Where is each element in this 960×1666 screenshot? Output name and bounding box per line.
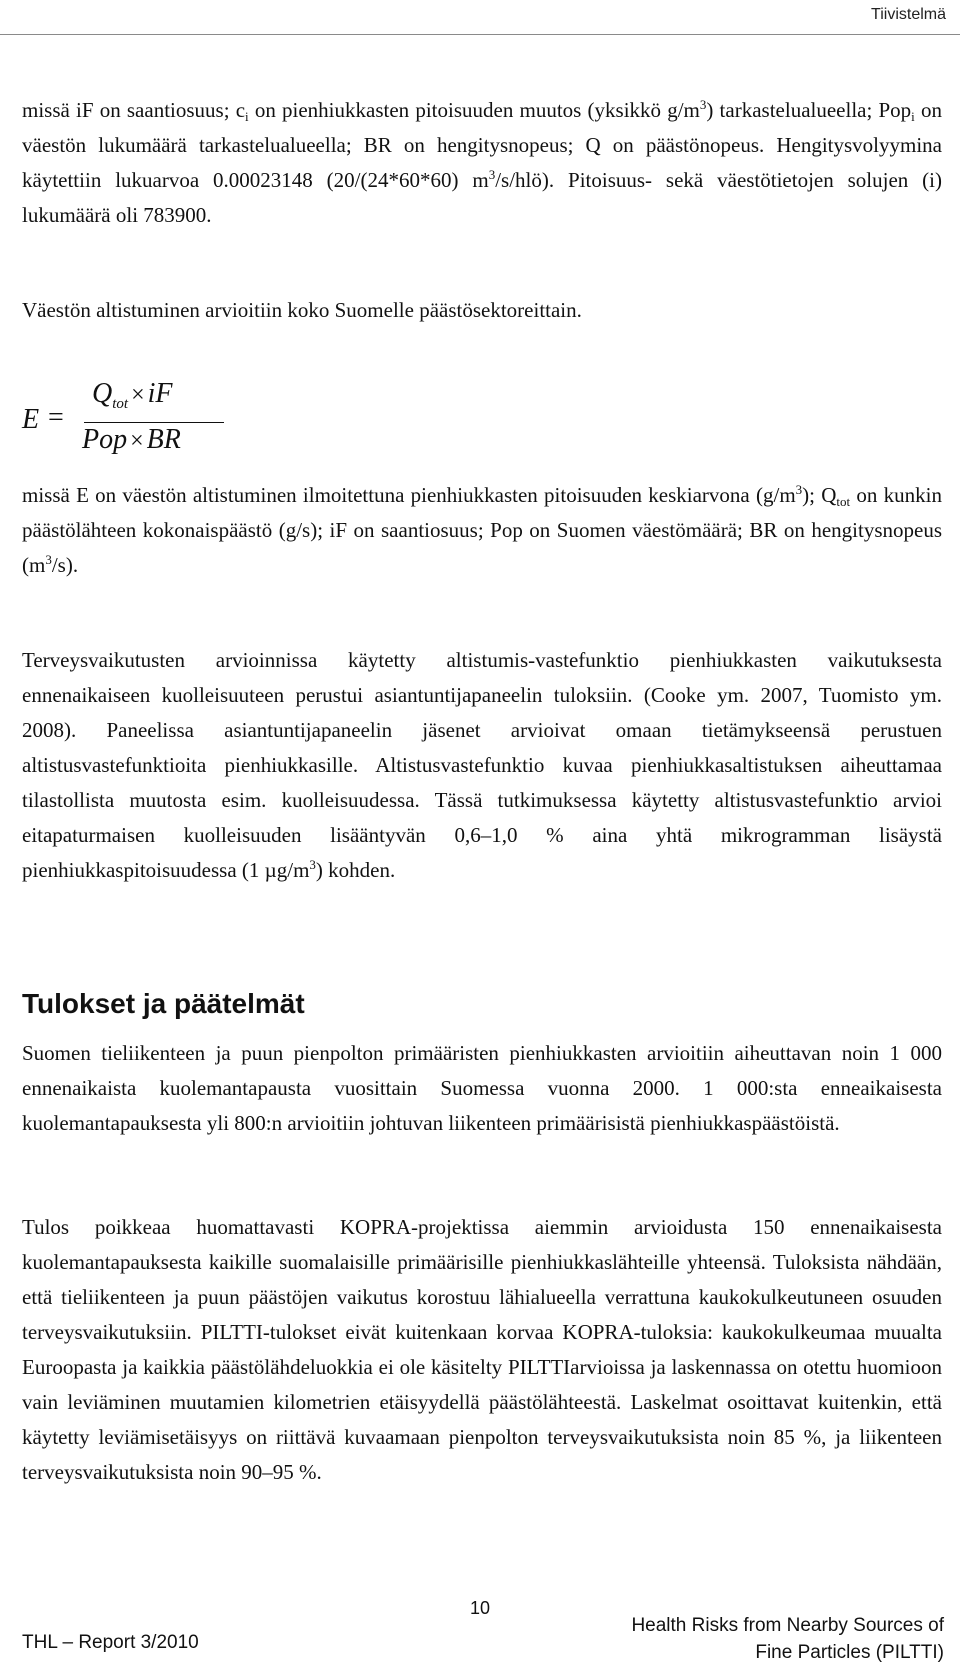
- paragraph-exposure-definitions: missä E on väestön altistuminen ilmoitettuna pienhiukkasten pitoisuuden keskiarvona $(g/m^3)$; $Q_{tot}$ on kunkin päästölähteen kokonaispäästö (g/s); iF on saantiosuus; Pop on Suomen väestömäärä; BR on hengitysnopeus $(m^3/s)$.: [22, 482, 942, 577]
- paragraph-intake-fraction-definitions: missä iF on saantiosuus; $c_i$ on pienhiukkasten pitoisuuden muutos (yksikkö $g/m^3$) tarkastelualueella; Pop$_i$ on väestön lukumäärä tarkastelualueella; BR on hengitysnopeus; Q on päästönopeus. Hengitysvolyymina käytettiin lukuarvoa 0.00023148 (20/(24*60*60) $m^3/s/hlö$). Pitoisuus- sekä väestötietojen solujen (i) lukumäärä oli 783900.: [22, 97, 942, 227]
- exposure-formula: [22, 378, 222, 468]
- formula-equals: =: [48, 402, 64, 433]
- header-divider: [0, 34, 960, 35]
- paragraph-exposure-intro: Väestön altistuminen arvioitiin koko Suomelle päästösektoreittain.: [22, 298, 582, 322]
- footer-report-title: Health Risks from Nearby Sources of Fine Particles (PILTTI): [631, 1615, 944, 1663]
- formula-lhs: E: [22, 404, 40, 435]
- paragraph-results-summary: Suomen tieliikenteen ja puun pienpolton primääristen pienhiukkasten arvioitiin aiheuttavan noin 1 000 ennenaikaista kuolemantapausta vuosittain Suomessa vuonna 2000. 1 000:sta enneaikaisesta kuolemantapauksesta yli 800:n arvioitiin johtuvan liikenteen primäärisistä pienhiukkaspäästöistä.: [22, 1041, 942, 1135]
- formula-numerator: $Q_{tot}$ × iF: [92, 378, 173, 412]
- running-header: Tiivistelmä: [871, 6, 946, 23]
- page-number: 10: [470, 1598, 491, 1618]
- formula-denominator: Pop × BR: [82, 424, 181, 455]
- formula-fraction-bar: [84, 422, 224, 423]
- paragraph-exposure-response: Terveysvaikutusten arvioinnissa käytetty altistumis-vastefunktio pienhiukkasten vaikutuksesta ennenaikaiseen kuolleisuuteen perustui asiantuntijapaneelin tuloksiin. (Cooke ym. 2007, Tuomisto ym. 2008). Paneelissa asiantuntijapaneelin jäsenet arvioivat omaan tietämykseensä perustuen altistusvastefunktioita pienhiukkasille. Altistusvastefunktio kuvaa pienhiukkasaltistuksen aiheuttamaa tilastollista muutosta esim. kuolleisuudessa. Tässä tutkimuksessa käytetty altistusvastefunktio arvioi eitapaturmaisen kuolleisuuden lisääntyvän 0,6–1,0 % aina yhtä mikrogramman lisäystä pienhiukkaspitoisuudessa (1 $\mu g/m^3$) kohden.: [22, 648, 942, 882]
- section-heading-results: Tulokset ja päätelmät: [22, 988, 305, 1019]
- footer-report-id: THL – Report 3/2010: [22, 1632, 199, 1653]
- paragraph-results-comparison: Tulos poikkeaa huomattavasti KOPRA-projektissa aiemmin arvioidusta 150 ennenaikaisesta kuolemantapauksesta kaikille suomalaisille primäärisille pienhiukkaslähteille yhteensä. Tuloksista nähdään, että tieliikenteen ja puun päästöjen vaikutus korostuu lähialueella verrattuna kaukokulkeutuneen osuuden terveysvaikutuksiin. PILTTI-tulokset eivät kuitenkaan korvaa KOPRA-tuloksia: kaukokulkeumaa muualta Euroopasta ja kaikkia päästölähdeluokkia ei ole käsitelty PILTTIarvioissa ja laskennassa on otettu huomioon vain leviäminen muutamien kilometrien etäisyydellä päästölähteestä. Laskelmat osoittavat kuitenkin, että käytetty leviämisetäisyys on riittävä kuvaamaan pienpolton terveysvaikutuksista noin 85 %, ja liikenteen terveysvaikutuksista noin 90–95 %.: [22, 1215, 942, 1484]
